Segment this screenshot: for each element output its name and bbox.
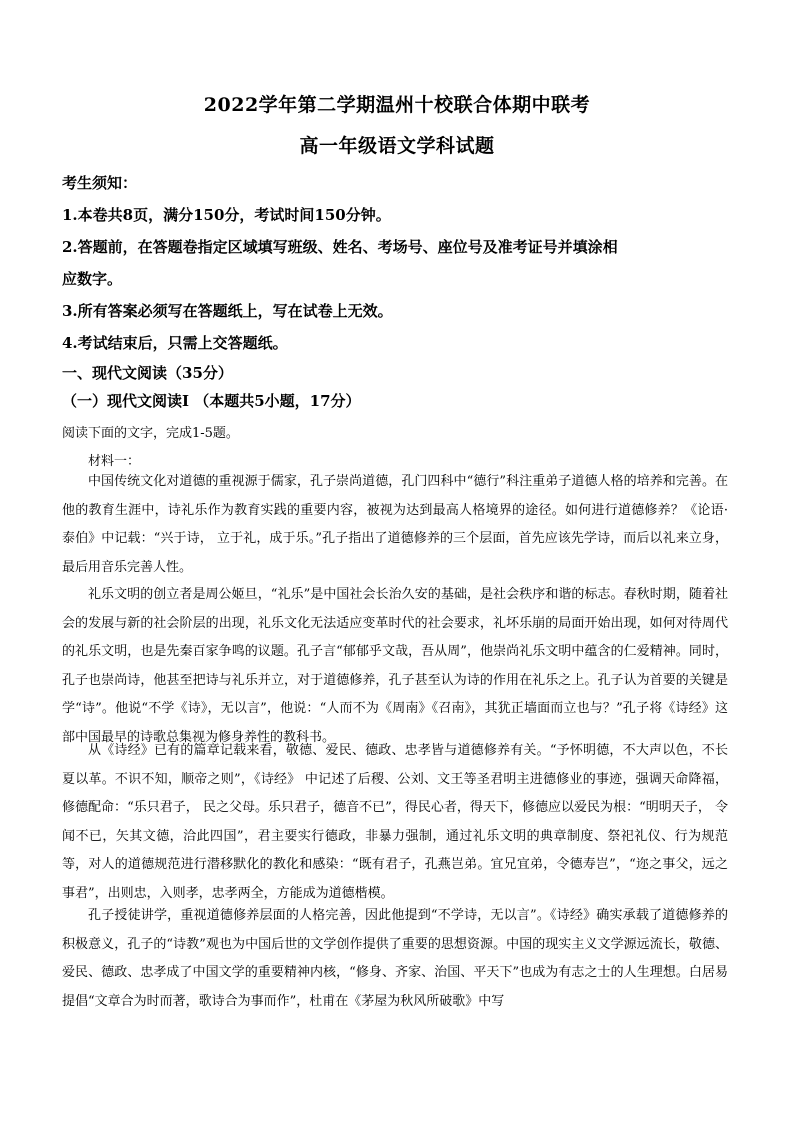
notice-item-2-cont: 应数字。	[62, 270, 123, 288]
section-heading: 一、现代文阅读（35分）	[62, 364, 233, 382]
material-label: 材料一：	[88, 454, 141, 469]
paragraph-2: 礼乐文明的创立者是周公姬旦，“礼乐”是中国社会长治久安的基础，是社会秩序和谐的标志。春秋时期，随着社会的发展与新的社会阶层的出现，礼乐文化无法适应变革时代的社会要求，礼坏乐崩的局面开始出现，如何对待周代的礼乐文明，也是先秦百家争鸣的议题。孔子言“郁郁乎文哉，吾从周”，他崇尚礼乐文明中蕴含的仁爱精神。同时，孔子也崇尚诗，他甚至把诗与礼乐并立，对于道德修养，孔子甚至认为诗的作用在礼乐之上。孔子认为首要的关键是学“诗”。他说“不学《诗》，无以言”，他说：“人而不为《周南》《召南》，其犹正墙面而立也与？”孔子将《诗经》这部中国最早的诗歌总集视为修身养性的教科书。	[62, 587, 728, 745]
notice-item-2: 2.答题前，在答题卷指定区域填写班级、姓名、考场号、座位号及准考证号并填涂相	[62, 238, 618, 256]
notice-item-3: 3.所有答案必须写在答题纸上，写在试卷上无效。	[62, 302, 393, 320]
notice-heading: 考生须知：	[62, 174, 138, 192]
notice-item-1: 1.本卷共8页，满分150分，考试时间150分钟。	[62, 206, 391, 224]
paragraph-4: 孔子授徒讲学，重视道德修养层面的人格完善，因此他提到“不学诗，无以言”。《诗经》确实承载了道德修养的积极意义，孔子的“诗教”观也为中国后世的文学创作提供了重要的思想资源。中国的现实主义文学源远流长，敬德、爱民、德政、忠孝成了中国文学的重要精神内核，“修身、齐家、治国、平天下”也成为有志之士的人生理想。白居易提倡“文章合为时而著，歌诗合为事而作”，杜甫在《茅屋为秋风所破歌》中写	[62, 908, 728, 1009]
paragraph-3: 从《诗经》已有的篇章记载来看，敬德、爱民、德政、忠孝皆与道德修养有关。“予怀明德，不大声以色，不长夏以革。不识不知，顺帝之则”，《诗经》 中记述了后稷、公刘、文王等圣君明主进德修业的事迹，强调天命降福，修德配命：“乐只君子， 民之父母。乐只君子，德音不已”，得民心者，得天下，修德应以爱民为根：“明明天子， 令闻不已，矢其文德，洽此四国”，君主要实行德政，非暴力强制，通过礼乐文明的典章制度、祭祀礼仪、行为规范等，对人的道德规范进行潜移默化的教化和感染：“既有君子，孔燕岂弟。宜兄宜弟，令德寿岂”，“迩之事父，远之事君”，出则忠，入则孝，忠孝两全，方能成为道德楷模。	[62, 743, 728, 901]
subsection-heading: （一）现代文阅读Ⅰ （本题共5小题，17分）	[62, 392, 361, 410]
paragraph-1: 中国传统文化对道德的重视源于儒家，孔子崇尚道德，孔门四科中“德行”科注重弟子道德人格的培养和完善。在他的教育生涯中，诗礼乐作为教育实践的重要内容，被视为达到最高人格境界的途径。如何进行道德修养？《论语·泰伯》中记载：“兴于诗， 立于礼，成于乐。”孔子指出了道德修养的三个层面，首先应该先学诗，而后以礼来立身，最后用音乐完善人性。	[62, 474, 728, 575]
reading-instruction: 阅读下面的文字，完成1-5题。	[62, 426, 239, 441]
notice-item-4: 4.考试结束后，只需上交答题纸。	[62, 334, 288, 352]
exam-subtitle: 高一年级语文学科试题	[299, 135, 495, 157]
exam-title: 2022学年第二学期温州十校联合体期中联考	[203, 94, 591, 116]
